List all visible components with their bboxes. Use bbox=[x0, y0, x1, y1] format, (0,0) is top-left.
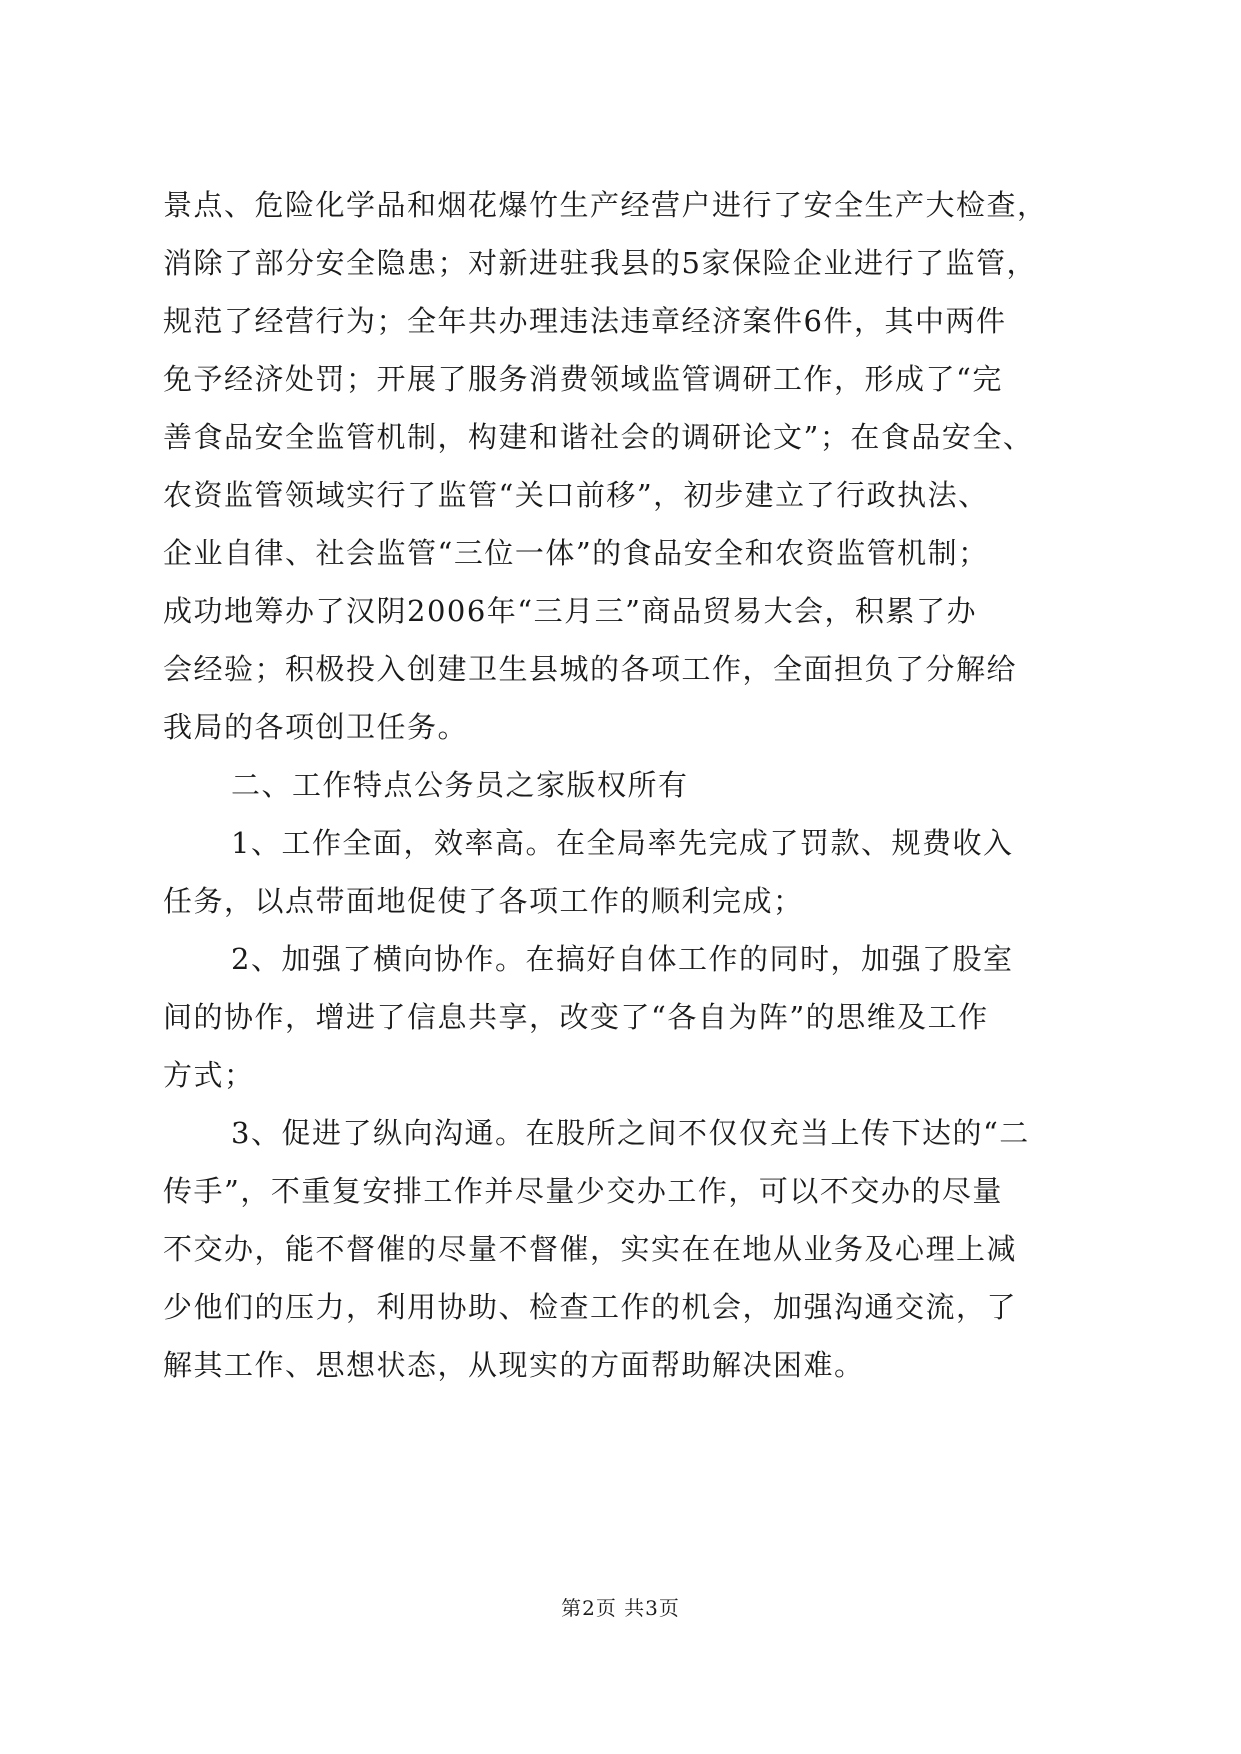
text-line: 规范了经营行为；全年共办理违法违章经济案件6件，其中两件 bbox=[163, 304, 1007, 338]
text-line: 任务，以点带面地促使了各项工作的顺利完成； bbox=[163, 884, 804, 918]
text-line: 我局的各项创卫任务。 bbox=[163, 710, 469, 744]
text-line: 2、加强了横向协作。在搞好自体工作的同时，加强了股室 bbox=[231, 942, 1014, 976]
text-line: 成功地筹办了汉阴2006年“三月三”商品贸易大会，积累了办 bbox=[163, 594, 977, 628]
text-line: 方式； bbox=[163, 1058, 255, 1092]
text-line: 传手”，不重复安排工作并尽量少交办工作，可以不交办的尽量 bbox=[163, 1174, 1003, 1208]
text-line: 间的协作，增进了信息共享，改变了“各自为阵”的思维及工作 bbox=[163, 1000, 989, 1034]
text-line: 不交办，能不督催的尽量不督催，实实在在地从业务及心理上减 bbox=[163, 1232, 1018, 1266]
text-line: 农资监管领域实行了监管“关口前移”，初步建立了行政执法、 bbox=[163, 478, 989, 512]
text-line: 少他们的压力，利用协助、检查工作的机会，加强沟通交流，了 bbox=[163, 1290, 1018, 1324]
page-number-footer: 第2页 共3页 bbox=[561, 1596, 680, 1620]
text-line: 1、工作全面，效率高。在全局率先完成了罚款、规费收入 bbox=[231, 826, 1014, 860]
text-line: 解其工作、思想状态，从现实的方面帮助解决困难。 bbox=[163, 1348, 865, 1382]
section-heading: 二、工作特点公务员之家版权所有 bbox=[231, 768, 689, 802]
text-line: 会经验；积极投入创建卫生县城的各项工作，全面担负了分解给 bbox=[163, 652, 1018, 686]
text-line: 3、促进了纵向沟通。在股所之间不仅仅充当上传下达的“二 bbox=[231, 1116, 1030, 1150]
text-line: 消除了部分安全隐患；对新进驻我县的5家保险企业进行了监管， bbox=[163, 246, 1037, 280]
text-line: 企业自律、社会监管“三位一体”的食品安全和农资监管机制； bbox=[163, 536, 989, 570]
text-line: 景点、危险化学品和烟花爆竹生产经营户进行了安全生产大检查， bbox=[163, 188, 1048, 222]
text-line: 善食品安全监管机制，构建和谐社会的调研论文”；在食品安全、 bbox=[163, 420, 1034, 454]
text-line: 免予经济处罚；开展了服务消费领域监管调研工作，形成了“完 bbox=[163, 362, 1003, 396]
